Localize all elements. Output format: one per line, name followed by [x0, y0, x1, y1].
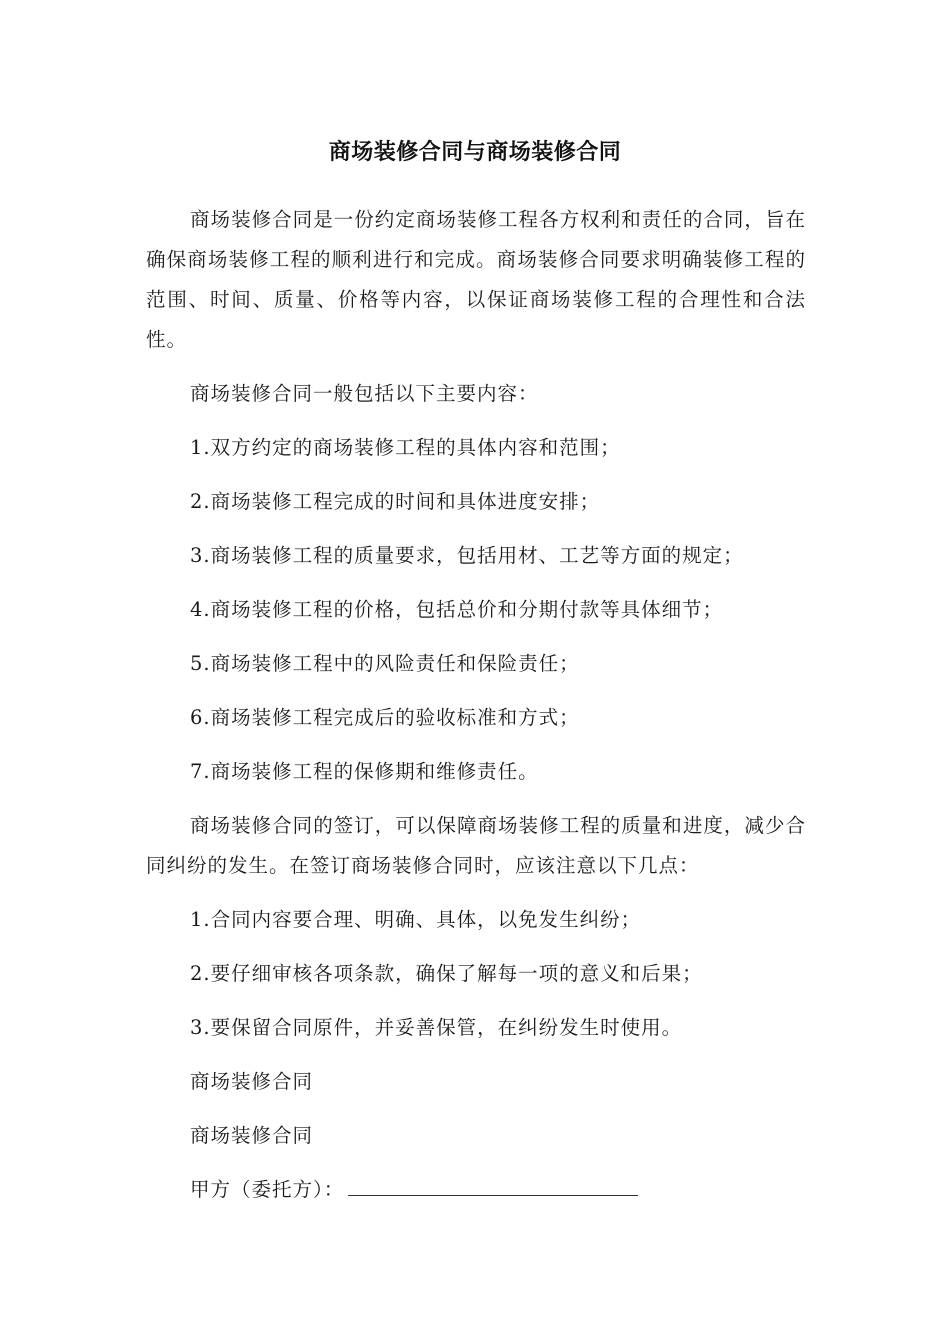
party-a-label: 甲方（委托方）： [190, 1178, 345, 1201]
contents-item-2: 2.商场装修工程完成的时间和具体进度安排； [190, 490, 601, 513]
party-a-line [146, 1170, 806, 1210]
footer-title-1: 商场装修合同 [190, 1070, 314, 1093]
contents-item-1: 1.双方约定的商场装修工程的具体内容和范围； [190, 436, 621, 459]
party-a-blank-field[interactable] [348, 1173, 638, 1196]
intro-paragraph: 商场装修合同是一份约定商场装修工程各方权利和责任的合同，旨在确保商场装修工程的顺利进行和完成。商场装修合同要求明确装修工程的范围、时间、质量、价格等内容，以保证商场装修工程的合理性和合法性。 [146, 208, 806, 351]
contents-item-6: 6.商场装修工程完成后的验收标准和方式； [190, 706, 580, 729]
document-body [146, 200, 806, 1210]
contents-item-7: 7.商场装修工程的保修期和维修责任。 [190, 760, 539, 783]
contents-item-5: 5.商场装修工程中的风险责任和保险责任； [190, 652, 580, 675]
signing-paragraph: 商场装修合同的签订，可以保障商场装修工程的质量和进度，减少合同纠纷的发生。在签订商场装修合同时，应该注意以下几点： [146, 814, 806, 877]
document-title: 商场装修合同与商场装修合同 [328, 140, 622, 165]
contents-heading: 商场装修合同一般包括以下主要内容： [190, 382, 539, 405]
footer-title-2: 商场装修合同 [190, 1124, 314, 1147]
notes-item-3: 3.要保留合同原件，并妥善保管，在纠纷发生时使用。 [190, 1016, 683, 1039]
notes-item-2: 2.要仔细审核各项条款，确保了解每一项的意义和后果； [190, 962, 703, 985]
contents-item-3: 3.商场装修工程的质量要求，包括用材、工艺等方面的规定； [190, 544, 744, 567]
notes-item-1: 1.合同内容要合理、明确、具体，以免发生纠纷； [190, 908, 642, 931]
contents-item-4: 4.商场装修工程的价格，包括总价和分期付款等具体细节； [190, 598, 724, 621]
